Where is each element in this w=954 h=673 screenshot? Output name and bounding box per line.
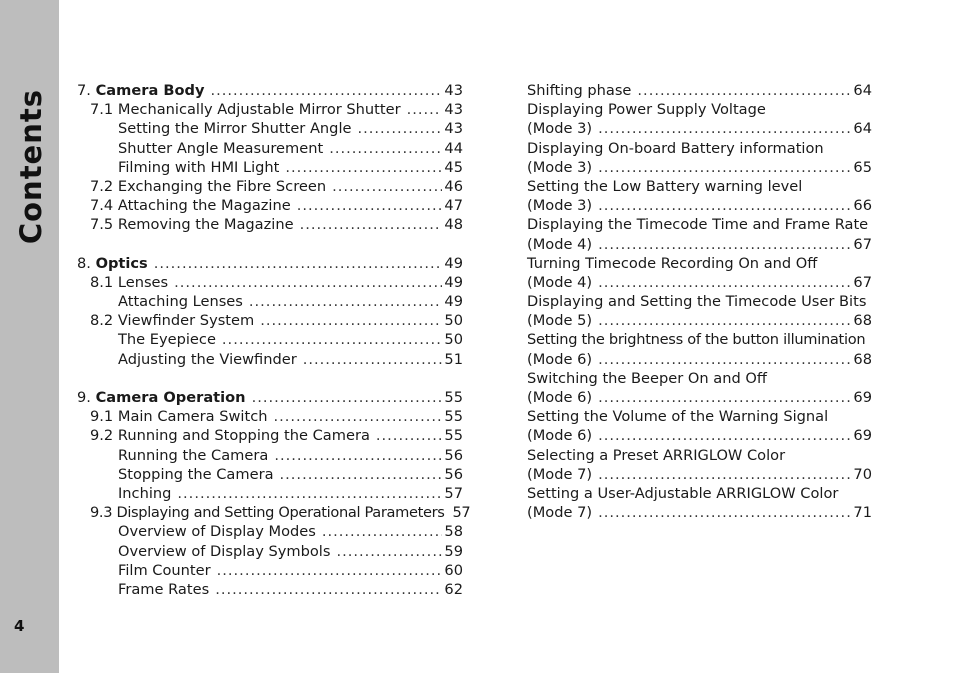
toc-entry — [77, 273, 463, 292]
toc-entry-label: Setting the brightness of the button illumination — [527, 331, 866, 349]
page-ref: 70 — [853, 465, 872, 483]
page-ref: 59 — [444, 542, 463, 560]
toc-entry-label: Shutter Angle Measurement — [118, 139, 324, 157]
toc-entry-label: Displaying and Setting the Timecode User Bits — [527, 293, 867, 311]
toc-entry-label: Switching the Beeper On and Off — [527, 369, 767, 387]
dot-leader — [177, 484, 442, 503]
toc-entry-chapter-7 — [77, 81, 463, 100]
toc-entry-label: 8.2 Viewfinder System — [90, 312, 255, 330]
toc-entry — [77, 100, 463, 119]
mode-label: (Mode 6) — [527, 350, 593, 368]
toc-entry-label — [77, 254, 148, 273]
toc-entry-label: Running the Camera — [118, 446, 269, 464]
toc-entry-label: Film Counter — [118, 561, 211, 579]
toc-entry — [77, 158, 463, 177]
mode-label: (Mode 3) — [527, 197, 593, 215]
dot-leader — [357, 119, 442, 138]
chapter-title: Optics — [95, 254, 148, 272]
dot-leader — [407, 100, 443, 119]
page-ref: 67 — [853, 273, 872, 291]
dot-leader — [376, 426, 443, 445]
toc-left-column — [77, 81, 471, 599]
toc-entry — [77, 177, 463, 196]
mode-label: (Mode 4) — [527, 273, 593, 291]
dot-leader — [154, 254, 443, 273]
page-ref: 55 — [444, 427, 463, 445]
dot-leader — [303, 350, 443, 369]
dot-leader — [249, 292, 443, 311]
sidebar — [0, 0, 59, 673]
toc-right-column — [527, 81, 872, 522]
toc-entry — [77, 330, 463, 349]
mode-label: (Mode 6) — [527, 389, 593, 406]
toc-entry — [527, 273, 872, 292]
toc-entry-label: Setting a User-Adjustable ARRIGLOW Color — [527, 484, 839, 502]
page-ref: 51 — [444, 350, 463, 368]
page-ref: 55 — [444, 389, 463, 406]
dot-leader — [598, 465, 851, 484]
page-number: 4 — [14, 617, 25, 635]
toc-entry-chapter-9 — [77, 388, 463, 407]
page-ref: 56 — [444, 446, 463, 464]
page-ref: 57 — [444, 484, 463, 502]
page-ref: 49 — [444, 293, 463, 311]
toc-entry — [527, 81, 872, 100]
chapter-number: 7. — [77, 82, 91, 99]
page-ref: 50 — [444, 331, 463, 349]
page-ref: 56 — [444, 465, 463, 483]
mode-label: (Mode 7) — [527, 465, 593, 483]
page-ref: 69 — [853, 427, 872, 445]
toc-entry — [527, 311, 872, 330]
toc-entry-label: 7.4 Attaching the Magazine — [90, 197, 291, 215]
dot-leader — [637, 81, 851, 100]
toc-entry-label: Inching — [118, 484, 172, 502]
page-ref: 65 — [853, 158, 872, 176]
page-ref: 43 — [444, 101, 463, 119]
toc-entry — [77, 522, 463, 541]
page-ref: 43 — [444, 120, 463, 138]
toc-entry — [527, 503, 872, 522]
dot-leader — [297, 196, 443, 215]
toc-entry-label: 7.1 Mechanically Adjustable Mirror Shutter — [90, 101, 401, 119]
toc-entry-label: Setting the Volume of the Warning Signal — [527, 408, 829, 426]
dot-leader — [598, 388, 851, 407]
toc-entry-chapter-8 — [77, 254, 463, 273]
dot-leader — [252, 388, 443, 407]
page-ref: 45 — [444, 158, 463, 176]
toc-entry-label: 7.2 Exchanging the Fibre Screen — [90, 177, 327, 195]
chapter-number: 9. — [77, 389, 91, 406]
dot-leader — [598, 235, 851, 254]
toc-entry-label: Attaching Lenses — [118, 293, 243, 311]
toc-entry — [527, 158, 872, 177]
dot-leader — [322, 522, 443, 541]
chapter-title: Camera Operation — [95, 389, 246, 406]
toc-entry — [77, 139, 463, 158]
toc-entry-label: The Eyepiece — [118, 331, 216, 349]
toc-entry-label: Displaying On-board Battery information — [527, 139, 824, 157]
toc-entry-label: Turning Timecode Recording On and Off — [527, 254, 818, 272]
dot-leader — [280, 465, 443, 484]
toc-entry-label: Setting the Mirror Shutter Angle — [118, 120, 352, 138]
dot-leader — [598, 273, 851, 292]
toc-entry-label: Shifting phase — [527, 82, 632, 99]
page-ref: 60 — [444, 561, 463, 579]
section-title: Contents — [14, 89, 48, 245]
page-ref: 57 — [452, 504, 471, 522]
dot-leader — [598, 196, 851, 215]
toc-entry-label: Selecting a Preset ARRIGLOW Color — [527, 446, 786, 464]
dot-leader — [336, 542, 442, 561]
page-ref: 64 — [853, 120, 872, 138]
chapter-number: 8. — [77, 254, 91, 272]
dot-leader — [274, 446, 442, 465]
toc-entry — [77, 215, 463, 234]
toc-entry-label: Adjusting the Viewfinder — [118, 350, 297, 368]
page-ref: 55 — [444, 408, 463, 426]
page-ref: 68 — [853, 350, 872, 368]
toc-entry-label: 8.1 Lenses — [90, 273, 169, 291]
dot-leader — [598, 119, 851, 138]
page-ref: 49 — [444, 273, 463, 291]
toc-entry — [77, 561, 463, 580]
toc-entry — [77, 311, 463, 330]
toc-entry — [77, 446, 463, 465]
toc-entry-label: 9.2 Running and Stopping the Camera — [90, 427, 370, 445]
mode-label: (Mode 3) — [527, 120, 593, 138]
page-ref: 46 — [444, 177, 463, 195]
toc-entry-label: 9.3 Displaying and Setting Operational Parameters — [90, 504, 445, 522]
page-ref: 66 — [853, 197, 872, 215]
toc-entry-label: Stopping the Camera — [118, 465, 274, 483]
page-ref: 67 — [853, 235, 872, 253]
dot-leader — [598, 158, 851, 177]
toc-entry — [77, 119, 463, 138]
page-ref: 69 — [853, 389, 872, 406]
page-ref: 64 — [853, 82, 872, 99]
dot-leader — [285, 158, 442, 177]
toc-entry-label: Filming with HMI Light — [118, 158, 280, 176]
toc-entry — [77, 465, 463, 484]
dot-leader — [300, 215, 443, 234]
page-ref: 58 — [444, 523, 463, 541]
toc-entry-label — [77, 388, 246, 407]
toc-entry — [77, 542, 463, 561]
toc-entry-label: Overview of Display Symbols — [118, 542, 331, 560]
toc-entry — [527, 235, 872, 254]
dot-leader — [217, 561, 443, 580]
toc-entry-label — [77, 81, 204, 100]
dot-leader — [210, 81, 442, 100]
mode-label: (Mode 5) — [527, 312, 593, 330]
page-ref: 47 — [444, 197, 463, 215]
page-ref: 71 — [853, 504, 872, 522]
toc-entry — [527, 426, 872, 445]
toc-entry-label: Displaying the Timecode Time and Frame Rate — [527, 216, 869, 234]
page-ref: 50 — [444, 312, 463, 330]
toc-entry — [77, 292, 463, 311]
dot-leader — [598, 311, 851, 330]
toc-entry — [77, 196, 463, 215]
dot-leader — [273, 407, 442, 426]
page-ref: 49 — [444, 254, 463, 272]
toc-entry-label: 7.5 Removing the Magazine — [90, 216, 294, 234]
dot-leader — [598, 426, 851, 445]
dot-leader — [332, 177, 442, 196]
toc-entry-label: Frame Rates — [118, 580, 210, 598]
toc-entry — [77, 484, 463, 503]
mode-label: (Mode 6) — [527, 427, 593, 445]
toc-entry-label: Setting the Low Battery warning level — [527, 177, 803, 195]
dot-leader — [215, 580, 442, 599]
dot-leader — [222, 330, 443, 349]
toc-entry-label: 9.1 Main Camera Switch — [90, 408, 268, 426]
toc-entry — [527, 119, 872, 138]
toc-entry — [527, 196, 872, 215]
toc-entry — [527, 350, 872, 369]
page-ref: 43 — [444, 82, 463, 99]
page-ref: 62 — [444, 580, 463, 598]
toc-entry — [527, 465, 872, 484]
mode-label: (Mode 4) — [527, 235, 593, 253]
dot-leader — [598, 503, 851, 522]
toc-entry-label: Displaying Power Supply Voltage — [527, 101, 766, 119]
toc-entry — [77, 350, 463, 369]
page-ref: 68 — [853, 312, 872, 330]
page-ref: 44 — [444, 139, 463, 157]
page-ref: 48 — [444, 216, 463, 234]
toc-entry — [77, 407, 463, 426]
mode-label: (Mode 7) — [527, 504, 593, 522]
toc-entry — [77, 503, 471, 522]
toc-entry-label: Overview of Display Modes — [118, 523, 316, 541]
toc-entry — [77, 426, 463, 445]
mode-label: (Mode 3) — [527, 158, 593, 176]
dot-leader — [260, 311, 442, 330]
dot-leader — [329, 139, 442, 158]
toc-entry — [527, 388, 872, 407]
chapter-title: Camera Body — [95, 82, 205, 99]
toc-entry — [77, 580, 463, 599]
dot-leader — [174, 273, 442, 292]
dot-leader — [598, 350, 851, 369]
